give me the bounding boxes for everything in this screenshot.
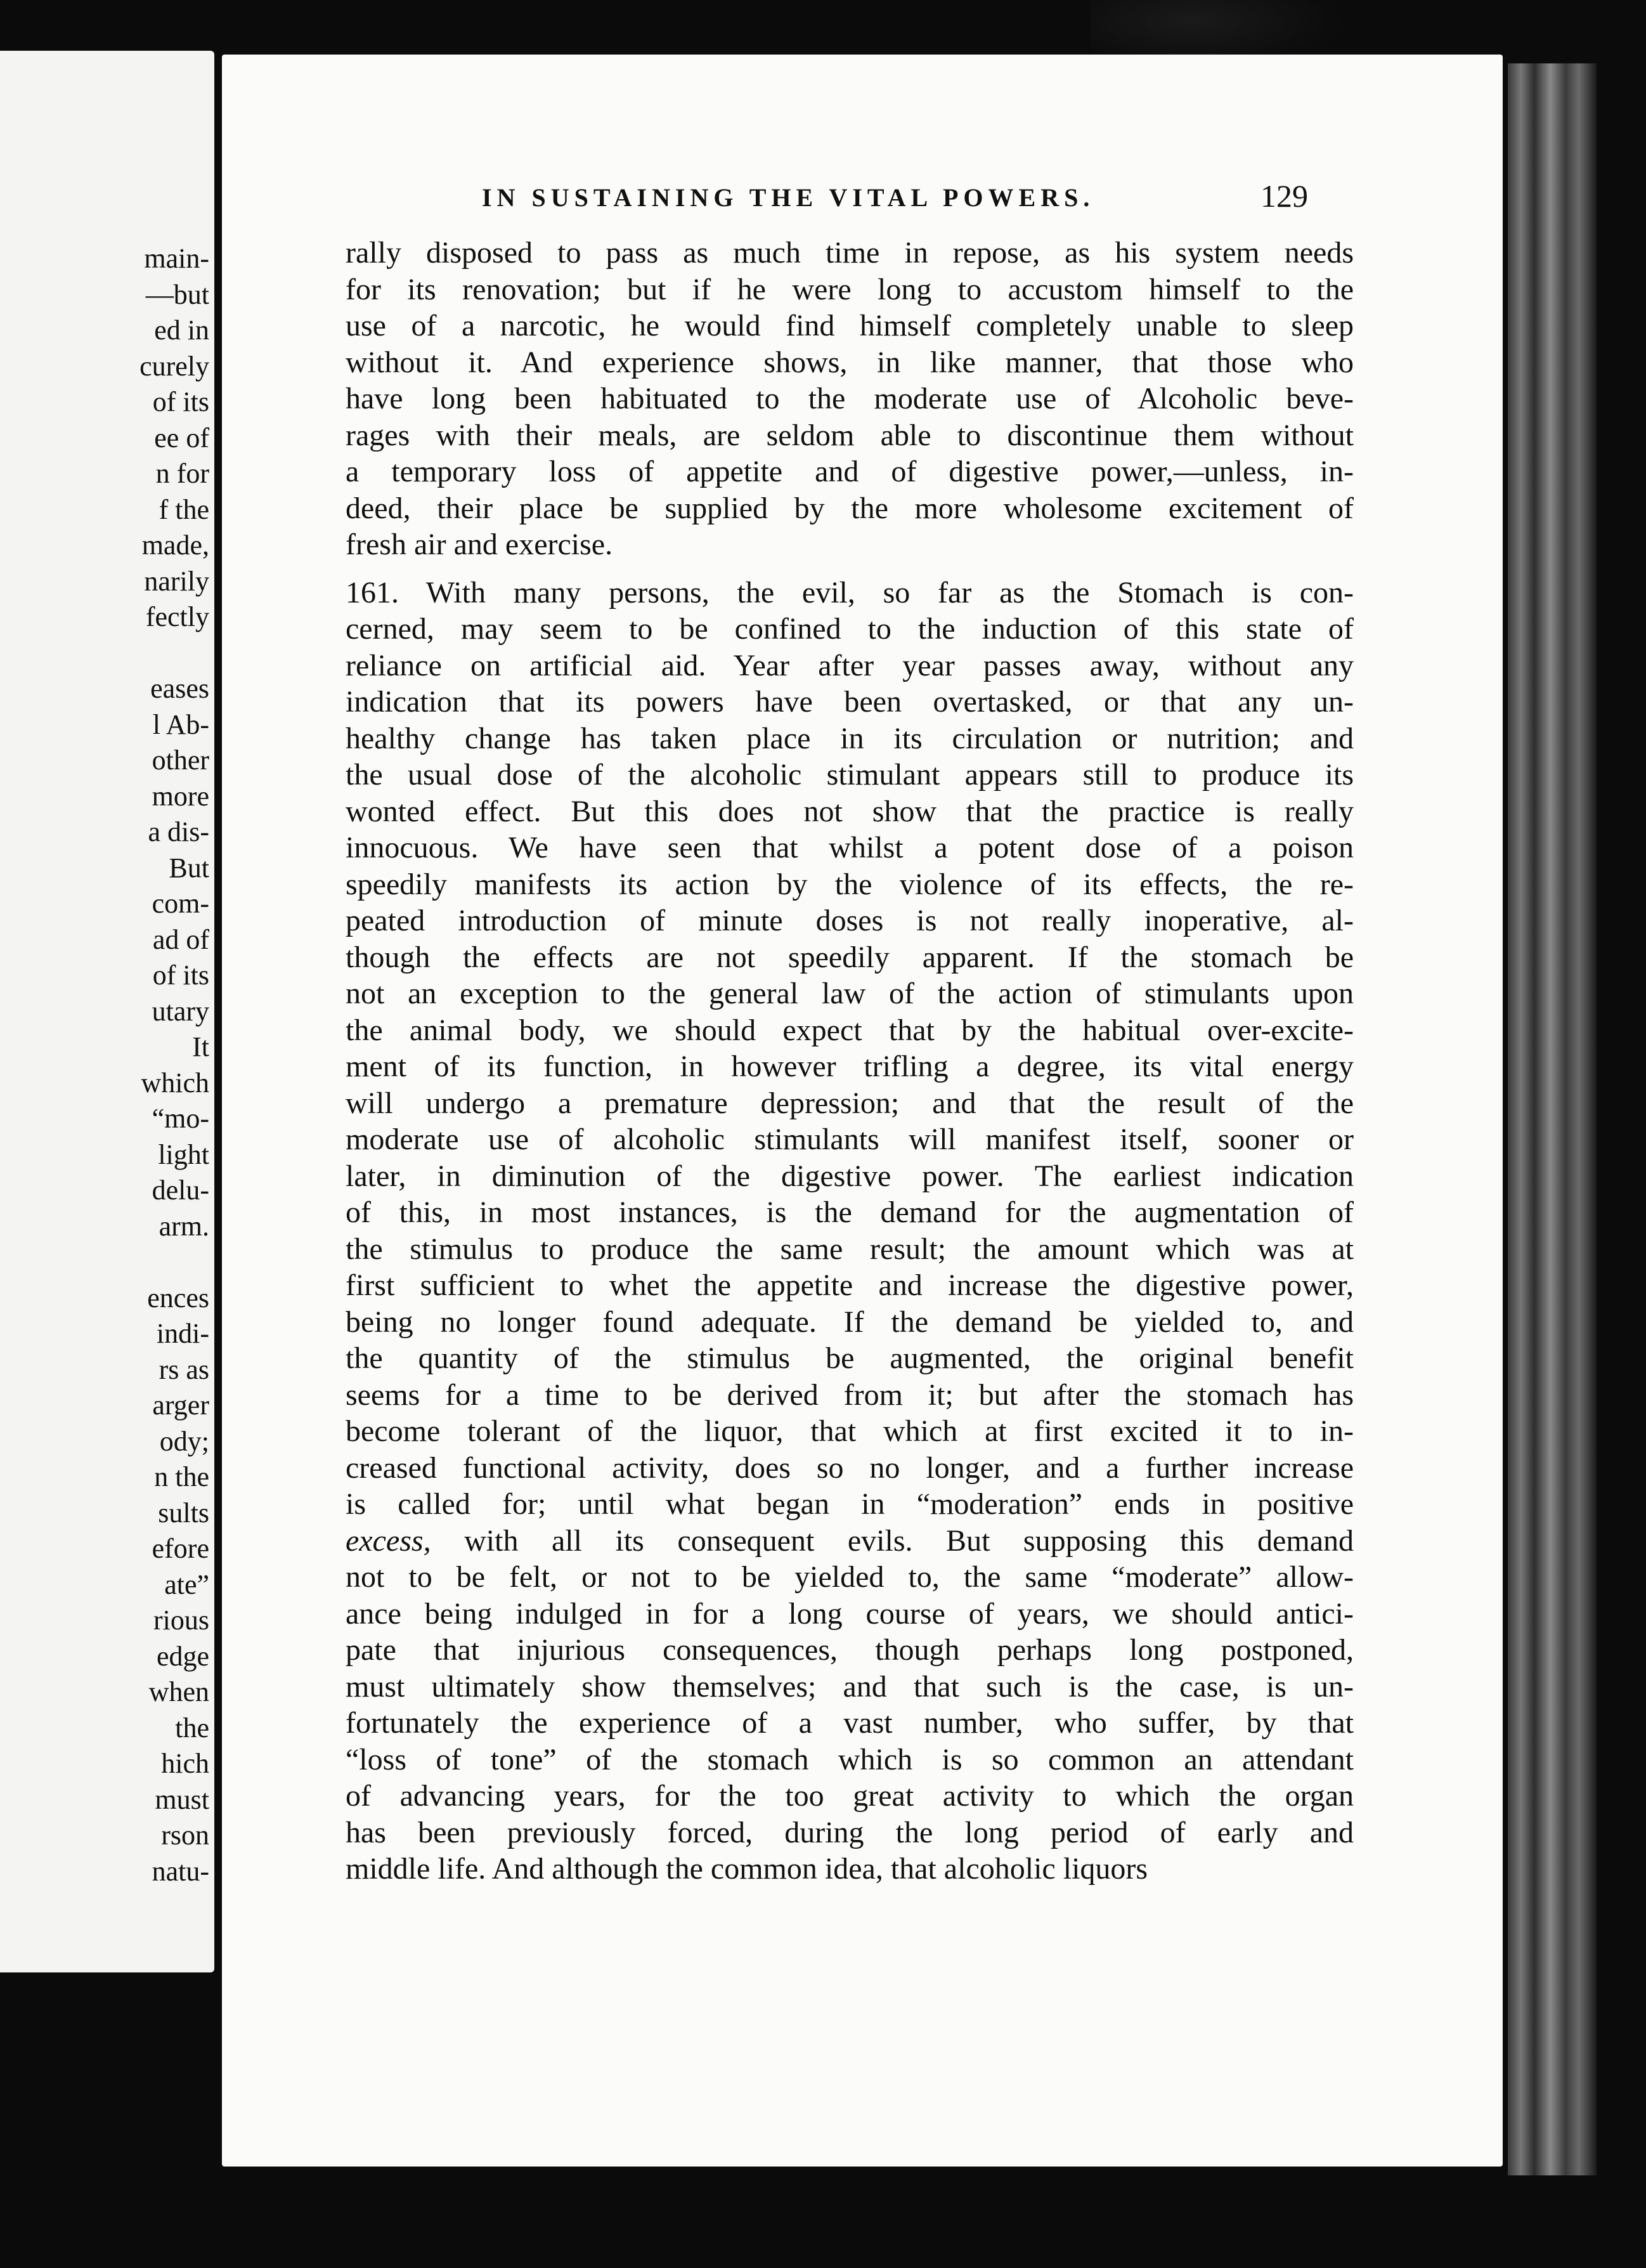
left-page-fragment: of its bbox=[152, 386, 209, 417]
text-line: fresh air and exercise. bbox=[346, 528, 613, 561]
text-line: not to be felt, or not to be yielded to, the same “moderate” allow- bbox=[346, 1560, 1354, 1594]
page-edge-shadow bbox=[1508, 63, 1597, 2175]
text-line: has been previously forced, during the long period of early and bbox=[346, 1815, 1354, 1849]
left-page-fragment: curely bbox=[139, 350, 209, 382]
text-line: without it. And experience shows, in like manner, that those who bbox=[346, 345, 1354, 379]
left-page-fragment: a dis- bbox=[148, 816, 209, 847]
left-page-fragment: f the bbox=[159, 493, 209, 525]
left-page-fragment: made, bbox=[141, 530, 209, 561]
body-text bbox=[346, 235, 1354, 1887]
text-line: become tolerant of the liquor, that which at first excited it to in- bbox=[346, 1414, 1354, 1448]
text-line: creased functional activity, does so no longer, and a further increase bbox=[346, 1450, 1354, 1485]
page-number: 129 bbox=[1260, 178, 1308, 214]
text-line: seems for a time to be derived from it; but after the stomach has bbox=[346, 1378, 1354, 1412]
text-line: the quantity of the stimulus be augmented, the original benefit bbox=[346, 1341, 1354, 1375]
text-line: pate that injurious consequences, though perhaps long postponed, bbox=[346, 1633, 1354, 1667]
left-page-fragment: efore bbox=[152, 1533, 209, 1564]
left-page-fragment: delu- bbox=[152, 1175, 209, 1206]
text-line: is called for; until what began in “moderation” ends in positive bbox=[346, 1487, 1354, 1521]
text-line: later, in diminution of the digestive power. The earliest indication bbox=[346, 1159, 1354, 1193]
left-page-fragment: It bbox=[192, 1031, 209, 1062]
text-line: peated introduction of minute doses is not really inoperative, al- bbox=[346, 904, 1354, 937]
left-page-fragment: n for bbox=[155, 458, 209, 489]
left-page-fragment: narily bbox=[144, 565, 209, 597]
text-line: healthy change has taken place in its circulation or nutrition; and bbox=[346, 721, 1354, 755]
text-line: 161. With many persons, the evil, so far as the Stomach is con- bbox=[346, 575, 1354, 609]
left-page-fragment: rious bbox=[153, 1605, 209, 1636]
text-line: middle life. And although the common idea, that alcoholic liquors bbox=[346, 1852, 1148, 1886]
text-line: “loss of tone” of the stomach which is so common an attendant bbox=[346, 1742, 1354, 1776]
text-line: of this, in most instances, is the demand for the augmentation of bbox=[346, 1196, 1354, 1229]
left-page-fragment: light bbox=[158, 1138, 209, 1170]
text-line: rages with their meals, are seldom able to discontinue them without bbox=[346, 418, 1354, 452]
left-page-fragment: indi- bbox=[156, 1318, 209, 1349]
text-line: speedily manifests its action by the violence of its effects, the re- bbox=[346, 867, 1354, 901]
text-line: moderate use of alcoholic stimulants will manifest itself, sooner or bbox=[346, 1123, 1354, 1156]
text-line: deed, their place be supplied by the more wholesome excitement of bbox=[346, 491, 1354, 525]
left-page-fragment: n the bbox=[154, 1461, 209, 1492]
running-header bbox=[482, 178, 1370, 225]
text-line: ance being indulged in for a long course of years, we should antici- bbox=[346, 1596, 1354, 1631]
left-page-fragment: main- bbox=[144, 243, 209, 274]
left-page-fragment: hich bbox=[161, 1748, 209, 1779]
left-page-fragment: when bbox=[148, 1676, 209, 1707]
running-title: IN SUSTAINING THE VITAL POWERS. bbox=[482, 183, 1095, 212]
left-page-fragment: ate” bbox=[164, 1568, 209, 1600]
text-line: cerned, may seem to be confined to the induction of this state of bbox=[346, 612, 1354, 646]
text-line: excess, with all its consequent evils. But supposing this demand bbox=[346, 1523, 1354, 1558]
left-page-fragment: eases bbox=[150, 673, 209, 704]
left-page-fragment: “mo- bbox=[152, 1103, 209, 1134]
paragraph-1 bbox=[346, 235, 1354, 563]
left-page-fragment: edge bbox=[156, 1640, 209, 1672]
text-line: fortunately the experience of a vast number, who suffer, by that bbox=[346, 1706, 1354, 1740]
left-page-fragment: l Ab- bbox=[152, 708, 209, 740]
left-page-fragment: ad of bbox=[152, 923, 209, 955]
text-line: reliance on artificial aid. Year after year passes away, without any bbox=[346, 648, 1354, 682]
text-line: being no longer found adequate. If the demand be yielded to, and bbox=[346, 1305, 1354, 1339]
text-line: wonted effect. But this does not show that the practice is really bbox=[346, 794, 1354, 828]
text-line: of advancing years, for the too great activity to which the organ bbox=[346, 1779, 1354, 1813]
text-line: the stimulus to produce the same result; the amount which was at bbox=[346, 1232, 1354, 1266]
left-page-fragment: utary bbox=[152, 995, 209, 1027]
text-line: a temporary loss of appetite and of digestive power,—unless, in- bbox=[346, 455, 1354, 488]
text-line: will undergo a premature depression; and that the result of the bbox=[346, 1086, 1354, 1120]
text-line: must ultimately show themselves; and that such is the case, is un- bbox=[346, 1669, 1354, 1704]
left-page-fragment: rson bbox=[161, 1820, 209, 1851]
text-line: though the effects are not speedily apparent. If the stomach be bbox=[346, 940, 1354, 974]
left-page-fragment: which bbox=[141, 1067, 209, 1098]
text-line: innocuous. We have seen that whilst a potent dose of a poison bbox=[346, 831, 1354, 864]
left-page-fragment: ee of bbox=[154, 422, 209, 453]
left-page-fragment: the bbox=[175, 1712, 209, 1743]
left-page-fragment: natu- bbox=[152, 1855, 209, 1887]
text-line: have long been habituated to the moderate use of Alcoholic beve- bbox=[346, 382, 1354, 415]
left-page bbox=[0, 51, 214, 1972]
left-page-fragment: ences bbox=[147, 1282, 209, 1313]
text-line: the usual dose of the alcoholic stimulant appears still to produce its bbox=[346, 758, 1354, 792]
left-page-fragment: fectly bbox=[145, 601, 209, 632]
left-page-fragment: ody; bbox=[159, 1425, 209, 1457]
left-page-fragment: must bbox=[155, 1783, 209, 1815]
left-page-fragment: com- bbox=[152, 888, 209, 919]
text-line: rally disposed to pass as much time in repose, as his system needs bbox=[346, 236, 1354, 270]
left-page-fragment: rs as bbox=[159, 1353, 209, 1385]
left-page-fragment: more bbox=[152, 780, 209, 812]
text-line: not an exception to the general law of the action of stimulants upon bbox=[346, 977, 1354, 1010]
text-line: indication that its powers have been overtasked, or that any un- bbox=[346, 685, 1354, 719]
left-page-fragment: other bbox=[152, 745, 209, 776]
text-line: for its renovation; but if he were long to accustom himself to the bbox=[346, 272, 1354, 306]
left-page-fragment: of its bbox=[152, 960, 209, 991]
left-page-fragment: arger bbox=[152, 1390, 209, 1421]
text-line: the animal body, we should expect that by the habitual over-excite- bbox=[346, 1013, 1354, 1047]
left-page-fragment: —but bbox=[145, 278, 209, 310]
text-line: ment of its function, in however trifling a degree, its vital energy bbox=[346, 1050, 1354, 1083]
paragraph-2 bbox=[346, 575, 1354, 1887]
left-page-fragment: ed in bbox=[154, 315, 209, 346]
text-line: first sufficient to whet the appetite and increase the digestive power, bbox=[346, 1268, 1354, 1302]
left-page-fragment: sults bbox=[158, 1497, 209, 1528]
left-page-fragment: But bbox=[169, 852, 209, 883]
left-page-fragment: arm. bbox=[159, 1210, 209, 1242]
text-line: use of a narcotic, he would find himself completely unable to sleep bbox=[346, 309, 1354, 342]
